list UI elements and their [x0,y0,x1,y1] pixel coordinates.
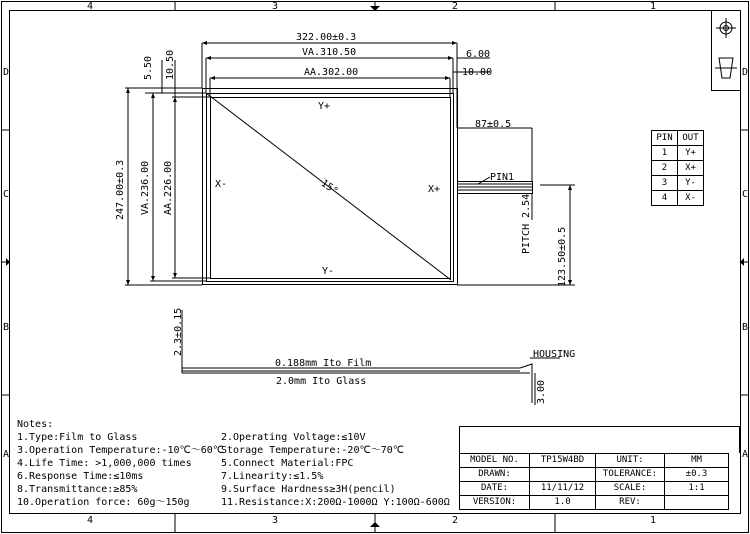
label-ito-glass: 2.0mm Ito Glass [276,376,367,387]
zone-bottom-1: 1 [650,515,657,526]
row-left-b: B [3,322,10,333]
row-right-c: C [742,189,749,200]
dim-right-10: 10.00 [462,67,493,78]
note-item: 4.Life Time: >1,000,000 times [17,458,192,469]
pin-signal: Y+ [678,146,704,161]
zone-bottom-3: 3 [272,515,279,526]
note-item: 11.Resistance:X:200Ω-1000Ω Y:100Ω-600Ω [221,497,450,508]
version-label: VERSION: [460,496,530,510]
rev-value [665,496,729,510]
dim-pitch: PITCH 2.54 [521,193,532,254]
date-value: 11/11/12 [530,482,596,496]
unit-value: MM [665,454,729,468]
label-y-plus: Y+ [318,101,331,112]
note-item: 2.Operating Voltage:≤10V [221,432,366,443]
dim-aa-width: AA.302.00 [304,67,359,78]
dim-fpc-height: 123.50±0.5 [557,226,568,287]
row-right-d: D [742,67,749,78]
drawn-value [530,468,596,482]
note-item: 7.Linearity:≤1.5% [221,471,324,482]
table-row [652,146,704,161]
drawn-label: DRAWN: [460,468,530,482]
scale-value: 1:1 [665,482,729,496]
table-row [460,454,729,468]
model-value: TP15W4BD [530,454,596,468]
label-pin1: PIN1 [490,172,515,183]
pin-number: 4 [652,191,678,206]
zone-top-2: 2 [452,1,459,12]
rev-label: REV: [596,496,665,510]
row-left-a: A [3,449,10,460]
tolerance-label: TOLERANCE: [596,468,665,482]
scale-label: SCALE: [596,482,665,496]
row-right-b: B [742,322,749,333]
dim-overall-width: 322.00±0.3 [296,32,357,43]
zone-bottom-4: 4 [87,515,94,526]
note-item: 9.Surface Hardness≥3H(pencil) [221,484,396,495]
note-item: 6.Response Time:≤10ms [17,471,144,482]
dim-housing: 3.00 [536,379,547,404]
zone-bottom-2: 2 [452,515,459,526]
table-row [652,161,704,176]
note-item: Storage Temperature:-20℃～70℃ [221,445,404,456]
row-right-a: A [742,449,749,460]
pin-number: 3 [652,176,678,191]
label-ito-film: 0.188mm Ito Film [275,358,372,369]
dim-overall-height: 247.00±0.3 [115,159,126,220]
dim-va-width: VA.310.50 [302,47,357,58]
table-row [652,176,704,191]
table-row [460,496,729,510]
dim-top-5-50: 5.50 [143,55,154,80]
dim-va-height: VA.236.00 [140,160,151,215]
note-item: 8.Transmittance:≥85% [17,484,138,495]
title-block [459,453,729,510]
out-header: OUT [678,131,704,146]
table-row [460,468,729,482]
unit-label: UNIT: [596,454,665,468]
version-value: 1.0 [530,496,596,510]
pin-table [651,130,704,206]
label-x-plus: X+ [428,184,441,195]
note-item: 1.Type:Film to Glass [17,432,138,443]
dim-fpc-offset: 87±0.5 [475,119,512,130]
label-x-minus: X- [215,179,228,190]
dim-right-6: 6.00 [466,49,491,60]
note-item: 5.Connect Material:FPC [221,458,354,469]
note-item: 10.Operation force: 60g～150g [17,497,190,508]
pin-signal: X- [678,191,704,206]
zone-top-3: 3 [272,1,279,12]
label-housing: HOUSING [533,349,576,360]
dim-thickness: 2.3±0.15 [173,307,184,356]
row-left-c: C [3,189,10,200]
tolerance-value: ±0.3 [665,468,729,482]
title-block-frame [459,426,740,453]
table-row [460,482,729,496]
table-row [652,191,704,206]
pin-signal: Y- [678,176,704,191]
dim-aa-height: AA.226.00 [163,160,174,215]
zone-top-4: 4 [87,1,94,12]
model-label: MODEL NO. [460,454,530,468]
pin-signal: X+ [678,161,704,176]
pin-number: 1 [652,146,678,161]
row-left-d: D [3,67,10,78]
dim-top-10-50: 10.50 [165,49,176,80]
label-y-minus: Y- [322,266,335,277]
note-item: 3.Operation Temperature:-10℃～60℃ [17,445,225,456]
notes-heading: Notes: [17,419,54,430]
pin-header: PIN [652,131,678,146]
zone-top-1: 1 [650,1,657,12]
label-angle: 15° [318,178,340,198]
pin-number: 2 [652,161,678,176]
pin-table-header [652,131,704,146]
date-label: DATE: [460,482,530,496]
